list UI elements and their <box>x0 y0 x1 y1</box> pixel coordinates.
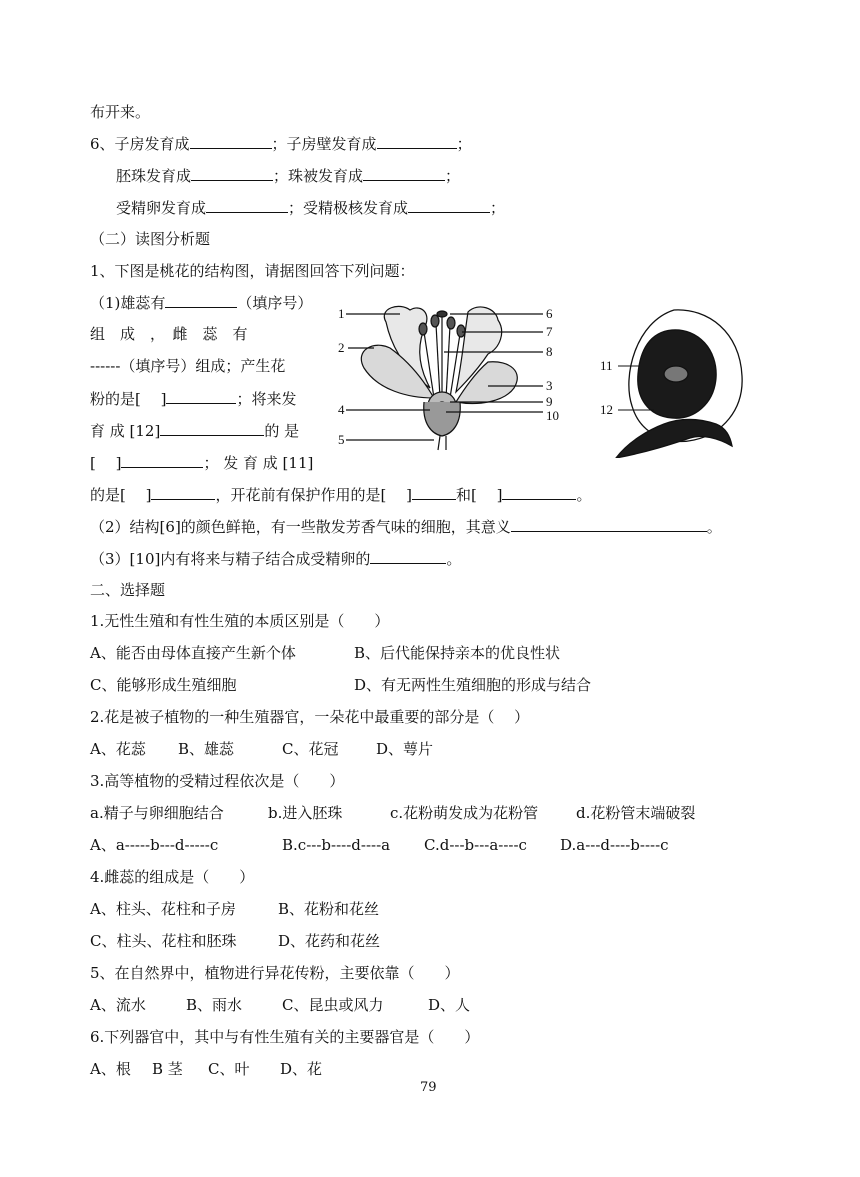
subquestion-1-line: 粉的是[ ] ；将来发 <box>90 390 297 408</box>
option-row <box>90 899 379 919</box>
question-6-line-2: 胚珠发育成 ；珠被发育成 ； <box>116 167 461 185</box>
answer-blank[interactable] <box>511 516 707 532</box>
option[interactable]: A、流水 <box>90 996 146 1014</box>
subquestion-1-line: 组 成 ， 雌 蕊 有 <box>90 325 248 343</box>
flower-label: 9 <box>546 394 553 409</box>
option[interactable]: B、后代能保持亲本的优良性状 <box>354 644 561 662</box>
option-row <box>90 835 669 855</box>
fruit-label: 12 <box>600 402 613 417</box>
option-row <box>90 995 470 1015</box>
answer-blank[interactable] <box>206 197 288 213</box>
flower-label: 1 <box>338 306 345 321</box>
option-row <box>90 643 560 663</box>
option[interactable]: D.a---d----b----c <box>560 836 669 854</box>
subquestion-1-line: 育 成 [12] 的 是 <box>90 422 300 440</box>
answer-blank[interactable] <box>363 165 445 181</box>
option[interactable]: C、柱头、花柱和胚珠 <box>90 932 237 950</box>
option[interactable]: B、雨水 <box>186 996 243 1014</box>
section-heading: （二）读图分析题 <box>90 230 211 248</box>
section-heading: 二、选择题 <box>90 581 166 599</box>
option[interactable]: A、根 <box>90 1060 131 1078</box>
option[interactable]: C、花冠 <box>282 740 339 758</box>
answer-blank[interactable] <box>502 484 576 500</box>
answer-blank[interactable] <box>151 484 215 500</box>
answer-blank[interactable] <box>370 548 446 564</box>
question-stem: 4.雌蕊的组成是（ ） <box>90 868 255 886</box>
question-6-line-3: 受精卵发育成 ；受精极核发育成 ； <box>116 199 506 217</box>
subquestion-1-line: 的是[ ] ，开花前有保护作用的是[ ] 和[ ] 。 <box>90 486 592 504</box>
question-stem: 2.花是被子植物的一种生殖器官，一朵花中最重要的部分是（ ） <box>90 708 530 726</box>
step-item: c.花粉萌发成为花粉管 <box>390 804 539 822</box>
option-row <box>90 931 380 951</box>
fruit-label: 11 <box>600 358 613 373</box>
flower-label: 6 <box>546 306 553 321</box>
option-row <box>90 739 433 759</box>
flower-label: 2 <box>338 340 345 355</box>
peach-flower-diagram <box>338 302 563 452</box>
flower-label: 5 <box>338 432 345 447</box>
option[interactable]: B 茎 <box>152 1060 183 1078</box>
option-row <box>90 675 591 695</box>
subquestion-1-line: （1)雄蕊有 （填序号） <box>90 294 313 312</box>
option[interactable]: D、萼片 <box>376 740 434 758</box>
option[interactable]: A、花蕊 <box>90 740 146 758</box>
question-6-line-1: 6、子房发育成 ；子房壁发育成 ； <box>90 135 472 153</box>
option[interactable]: C、能够形成生殖细胞 <box>90 676 237 694</box>
subquestion-3-line: （3）[10]内有将来与精子结合成受精卵的 。 <box>90 550 462 568</box>
option[interactable]: C、叶 <box>208 1060 250 1078</box>
answer-blank[interactable] <box>190 133 272 149</box>
question-intro: 1、下图是桃花的结构图，请据图回答下列问题： <box>90 262 415 280</box>
answer-blank[interactable] <box>408 197 490 213</box>
flower-label: 8 <box>546 344 553 359</box>
option[interactable]: A、a-----b---d-----c <box>90 836 219 854</box>
answer-blank[interactable] <box>166 388 236 404</box>
option[interactable]: A、柱头、花柱和子房 <box>90 900 236 918</box>
step-item: d.花粉管末端破裂 <box>576 804 696 822</box>
subquestion-2-line: （2）结构[6]的颜色鲜艳，有一些散发芳香气味的细胞，其意义 。 <box>90 518 722 536</box>
peach-fruit-diagram <box>598 306 748 458</box>
option[interactable]: B、花粉和花丝 <box>278 900 380 918</box>
flower-label: 10 <box>546 408 559 423</box>
page-number: 79 <box>420 1080 437 1095</box>
answer-blank[interactable] <box>377 133 457 149</box>
question-stem: 5、在自然界中，植物进行异花传粉，主要依靠（ ） <box>90 964 460 982</box>
option[interactable]: D、花 <box>280 1060 323 1078</box>
question-stem: 3.高等植物的受精过程依次是（ ） <box>90 772 345 790</box>
option[interactable]: A、能否由母体直接产生新个体 <box>90 644 296 662</box>
question-stem: 6.下列器官中，其中与有性生殖有关的主要器官是（ ） <box>90 1028 480 1046</box>
text-line: 布开来。 <box>90 103 151 121</box>
subquestion-1-line: ------（填序号）组成；产生花 <box>90 357 286 375</box>
option[interactable]: B、雄蕊 <box>178 740 235 758</box>
flower-label: 3 <box>546 378 553 393</box>
step-row <box>90 803 695 823</box>
question-stem: 1.无性生殖和有性生殖的本质区别是（ ） <box>90 612 390 630</box>
option[interactable]: C.d---b---a----c <box>424 836 527 854</box>
option[interactable]: C、昆虫或风力 <box>282 996 384 1014</box>
flower-label: 7 <box>546 324 553 339</box>
flower-label: 4 <box>338 402 345 417</box>
answer-blank[interactable] <box>121 452 203 468</box>
option[interactable]: D、人 <box>428 996 471 1014</box>
option[interactable]: D、有无两性生殖细胞的形成与结合 <box>354 676 592 694</box>
step-item: b.进入胚珠 <box>268 804 343 822</box>
subquestion-1-line: [ ] ； 发 育 成 [11] <box>90 454 314 472</box>
answer-blank[interactable] <box>165 292 237 308</box>
option[interactable]: B.c---b----d----a <box>282 836 391 854</box>
answer-blank[interactable] <box>160 420 264 436</box>
step-item: a.精子与卵细胞结合 <box>90 804 224 822</box>
option-row <box>90 1059 322 1079</box>
option[interactable]: D、花药和花丝 <box>278 932 381 950</box>
answer-blank[interactable] <box>191 165 273 181</box>
answer-blank[interactable] <box>412 484 456 500</box>
